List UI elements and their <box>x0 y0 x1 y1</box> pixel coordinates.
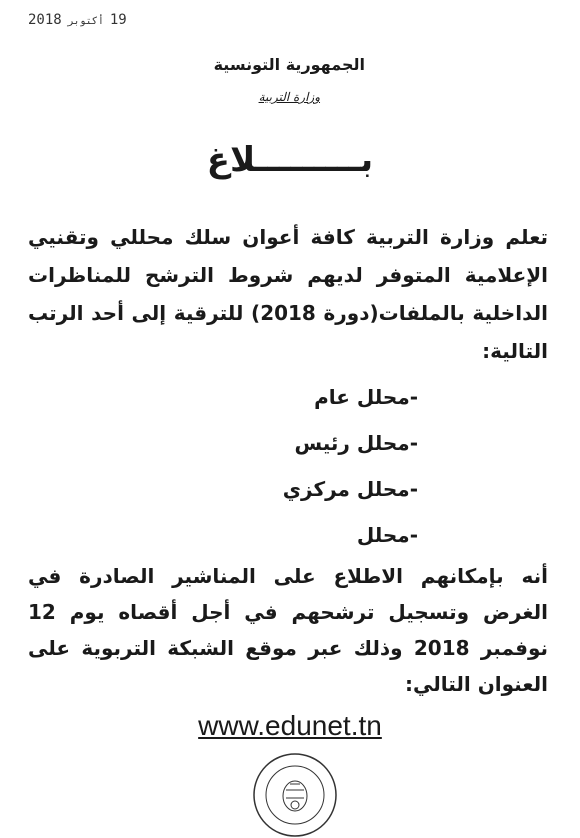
rank-item: -محلل مركزي <box>282 477 418 501</box>
announcement-title: بـــــــــلاغ <box>206 140 374 180</box>
date-stamp-day: 19 <box>109 12 127 28</box>
ranks-list <box>28 374 548 558</box>
date-stamp-month: أكتوبر <box>67 16 104 27</box>
announcement-body <box>28 218 548 702</box>
closing-paragraph: أنه بإمكانهم الاطلاع على المناشير الصادرة في الغرض وتسجيل ترشحهم في أجل أقصاه يوم 12 نوفمبر 2018 وذلك عبر موقع الشبكة التربوية على العنوان التالي: <box>28 564 548 696</box>
rank-item: -محلل رئيس <box>294 431 418 455</box>
website-link[interactable]: www.edunet.tn <box>198 710 382 741</box>
date-stamp-year: 2018 <box>28 12 62 28</box>
ministry-name: وزارة التربية <box>258 90 321 104</box>
date-stamp <box>28 12 127 28</box>
ministry-seal <box>252 752 338 838</box>
republic-name: الجمهورية التونسية <box>213 55 365 74</box>
rank-item: -محلل عام <box>314 385 418 409</box>
rank-item: -محلل <box>356 523 418 547</box>
intro-paragraph: تعلم وزارة التربية كافة أعوان سلك محللي وتقنيي الإعلامية المتوفر لديهم شروط الترشح للمناظرات الداخلية بالملفات(دورة 2018) للترقية إلى أحد الرتب التالية: <box>28 225 548 363</box>
letterhead <box>214 55 365 104</box>
